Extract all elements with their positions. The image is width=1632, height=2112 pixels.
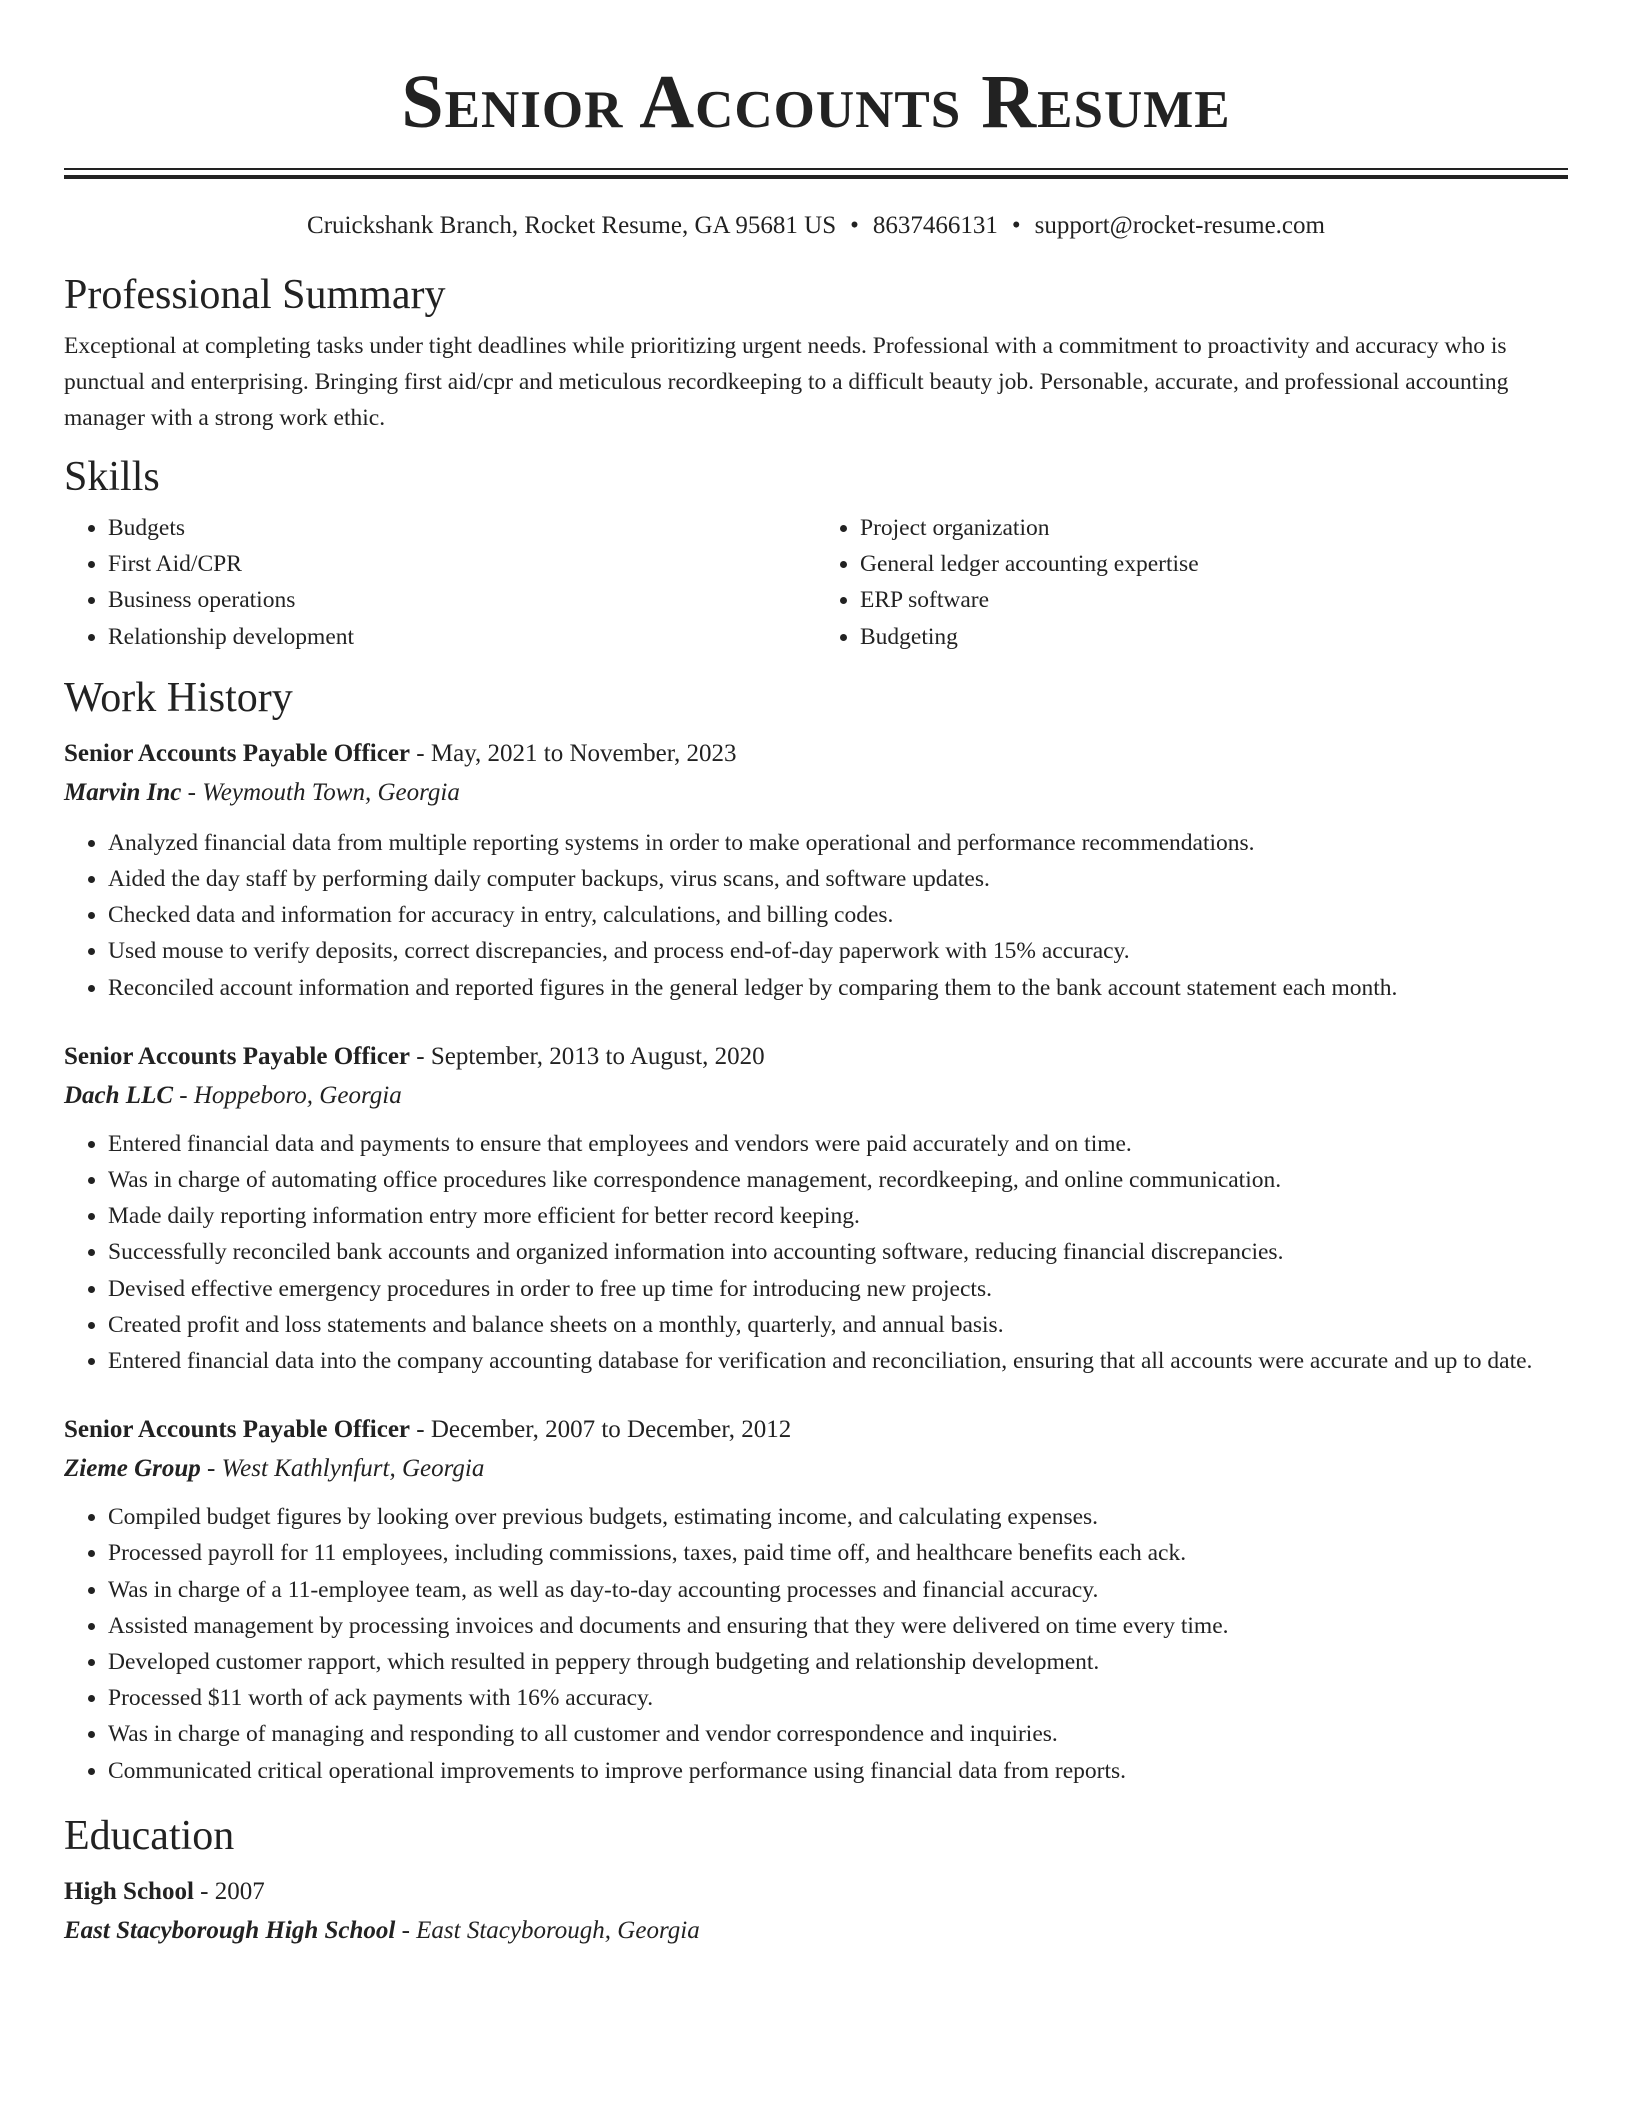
job-title-line: Senior Accounts Payable Officer - December, 2007 to December, 2012 (64, 1416, 792, 1444)
job-bullet: • Entered financial data into the company accounting database for verification and reconciliation, ensuring that all accounts were accurate and up to date. (108, 1343, 1568, 1379)
skill-item: • Budgeting (860, 619, 1568, 655)
job-bullet: • Assisted management by processing invoices and documents and ensuring that they were delivered on time every time. (108, 1608, 1568, 1644)
job-title: Senior Accounts Payable Officer (64, 1416, 411, 1444)
job-dates: December, 2007 to December, 2012 (430, 1416, 792, 1444)
skill-item: • ERP software (860, 582, 1568, 618)
job-bullet: • Checked data and information for accuracy in entry, calculations, and billing codes. (108, 897, 1568, 933)
job-title-line: Senior Accounts Payable Officer - September, 2013 to August, 2020 (64, 1042, 765, 1070)
job-bullet: • Was in charge of a 11-employee team, as well as day-to-day accounting processes and financial accuracy. (108, 1572, 1568, 1608)
education-school: East Stacyborough High School (64, 1916, 396, 1944)
job-bullets (64, 1499, 1568, 1789)
contact-address: Cruickshank Branch, Rocket Resume, GA 95681 US (307, 212, 837, 239)
job-location: Weymouth Town, Georgia (202, 778, 460, 806)
job-bullets (64, 1126, 1568, 1379)
education-degree: High School (64, 1877, 194, 1905)
job-title: Senior Accounts Payable Officer (64, 1042, 411, 1070)
job-bullets (64, 825, 1568, 1006)
job-bullet: • Was in charge of automating office procedures like correspondence management, recordkeeping, and online communication. (108, 1162, 1568, 1198)
job-bullet: • Analyzed financial data from multiple reporting systems in order to make operational and performance recommendations. (108, 825, 1568, 861)
skill-item: • Budgets (108, 510, 816, 546)
job-dates: September, 2013 to August, 2020 (430, 1042, 765, 1070)
summary-heading: Professional Summary (64, 272, 446, 318)
contact-separator: • (850, 212, 859, 239)
education-entry (64, 1873, 1568, 1951)
job-company: Dach LLC (64, 1081, 174, 1109)
job-company: Zieme Group (64, 1455, 201, 1483)
skills-column-left (64, 510, 816, 655)
job-bullet: • Successfully reconciled bank accounts and organized information into accounting software, reducing financial discrepancies. (108, 1234, 1568, 1270)
job-bullet: • Created profit and loss statements and balance sheets on a monthly, quarterly, and annual basis. (108, 1307, 1568, 1343)
job-bullet: • Developed customer rapport, which resulted in peppery through budgeting and relationship development. (108, 1644, 1568, 1680)
contact-email: support@rocket-resume.com (1034, 212, 1325, 239)
job-title-line: Senior Accounts Payable Officer - May, 2021 to November, 2023 (64, 739, 737, 767)
job-company-line: Marvin Inc - Weymouth Town, Georgia (64, 778, 460, 806)
job-company: Marvin Inc (64, 778, 182, 806)
skill-item: • First Aid/CPR (108, 546, 816, 582)
job-bullet: • Processed payroll for 11 employees, including commissions, taxes, paid time off, and healthcare benefits each ack. (108, 1535, 1568, 1571)
skill-item: • Relationship development (108, 619, 816, 655)
contact-line (64, 210, 1568, 242)
job-dates: May, 2021 to November, 2023 (430, 739, 737, 767)
job-bullet: • Used mouse to verify deposits, correct discrepancies, and process end-of-day paperwork with 15% accuracy. (108, 933, 1568, 969)
job-bullet: • Devised effective emergency procedures in order to free up time for introducing new projects. (108, 1271, 1568, 1307)
education-degree-line: High School - 2007 (64, 1877, 265, 1905)
skills-list (64, 510, 1568, 655)
job-bullet: • Reconciled account information and reported figures in the general ledger by comparing them to the bank account statement each month. (108, 970, 1568, 1006)
job-bullet: • Made daily reporting information entry more efficient for better record keeping. (108, 1198, 1568, 1234)
education-location: East Stacyborough, Georgia (416, 1916, 700, 1944)
skill-item: • Business operations (108, 582, 816, 618)
job-location: West Kathlynfurt, Georgia (221, 1455, 485, 1483)
job-bullet: • Aided the day staff by performing daily computer backups, virus scans, and software updates. (108, 861, 1568, 897)
job-bullet: • Processed $11 worth of ack payments with 16% accuracy. (108, 1680, 1568, 1716)
work-history-heading: Work History (64, 674, 293, 721)
job-company-line: Dach LLC - Hoppeboro, Georgia (64, 1081, 402, 1109)
resume-title: Senior Accounts Resume (401, 60, 1231, 144)
contact-separator: • (1011, 212, 1021, 239)
job-title: Senior Accounts Payable Officer (64, 739, 411, 767)
job-bullet: • Compiled budget figures by looking over previous budgets, estimating income, and calculating expenses. (108, 1499, 1568, 1535)
job-bullet: • Entered financial data and payments to ensure that employees and vendors were paid accurately and on time. (108, 1126, 1568, 1162)
job-entry (64, 1038, 1568, 1379)
title-divider (64, 168, 1568, 179)
contact-phone: 8637466131 (872, 212, 998, 239)
skills-column-right (816, 510, 1568, 655)
job-bullet: • Was in charge of managing and responding to all customer and vendor correspondence and inquiries. (108, 1716, 1568, 1752)
education-school-line: East Stacyborough High School - East Stacyborough, Georgia (64, 1916, 700, 1944)
education-heading: Education (64, 1812, 235, 1859)
job-entry (64, 1411, 1568, 1789)
skill-item: • Project organization (860, 510, 1568, 546)
job-bullet: • Communicated critical operational improvements to improve performance using financial data from reports. (108, 1753, 1568, 1789)
education-year: 2007 (214, 1877, 265, 1905)
job-company-line: Zieme Group - West Kathlynfurt, Georgia (64, 1455, 485, 1483)
skill-item: • General ledger accounting expertise (860, 546, 1568, 582)
summary-text: Exceptional at completing tasks under tight deadlines while prioritizing urgent needs. Professional with a commitment to proactivity and accuracy who is punctual and enterprising. Bringing first aid/cpr and meticulous recordkeeping to a difficult beauty job. Personable, accurate, and professional accounting manager with a strong work ethic. (64, 333, 1509, 431)
job-entry (64, 735, 1568, 1006)
job-location: Hoppeboro, Georgia (193, 1081, 402, 1109)
skills-heading: Skills (64, 454, 160, 500)
